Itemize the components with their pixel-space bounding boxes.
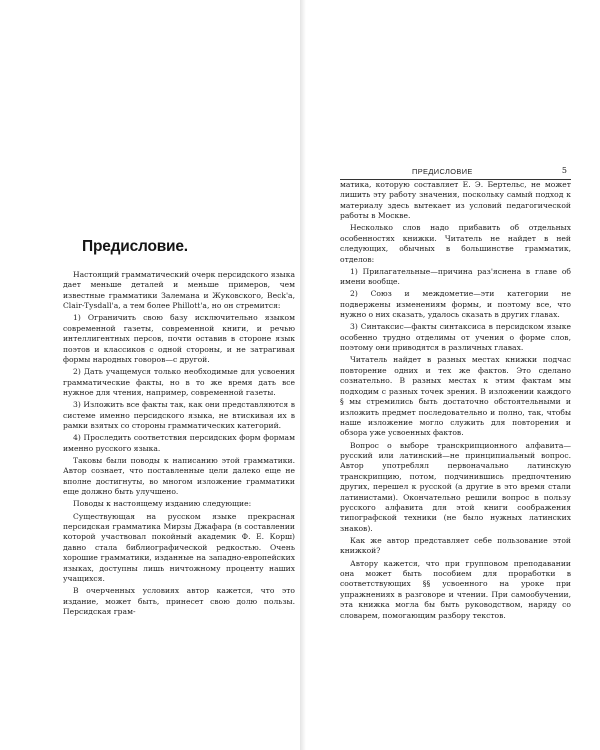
paragraph: Как же автор представляет себе пользование этой книжкой? bbox=[340, 535, 571, 556]
paragraph-continuation: матика, которую составляет Е. Э. Бертельс, не может лишить эту работу значения, поскольку самый подход к материалу здесь вытекает из условий педагогической работы в Москве. bbox=[340, 180, 571, 221]
paragraph: Читатель найдет в разных местах книжки подчас повторение одних и тех же фактов. Это сделано сознательно. В разных местах к этим фактам мы подходим с разных точек зрения. В изложении каждого § мы стремились быть достаточно обстоятельными и изложить предмет последовательно и полно, так, чтобы наше изложение могло служить для повторения и обзора уже усвоенных фактов. bbox=[340, 355, 571, 438]
paragraph: 2) Союз и междометие—эти категории не подвержены изменениям формы, и поэтому все, что нужно о них сказать, удалось сказать в других главах. bbox=[340, 289, 571, 320]
paragraph: Настоящий грамматический очерк персидского языка дает меньше деталей и меньше примеров, чем известные грамматики Залемана и Жуковского, Beck'а, Clair-Tysdall'а, а тем более Phillott'а, но он стремится: bbox=[63, 270, 295, 311]
page-number: 5 bbox=[561, 166, 567, 175]
paragraph: Поводы к настоящему изданию следующие: bbox=[73, 499, 252, 509]
paragraph: 4) Проследить соответствия персидских форм формам именно русского языка. bbox=[63, 433, 295, 453]
running-title: ПРЕДИСЛОВИЕ bbox=[412, 167, 473, 176]
paragraph: 1) Ограничить свою базу исключительно языком современной газеты, современной книги, и речью интеллигентных персов, почти оставив в стороне язык поэтов и классиков с одной стороны, и не затрагивая формы народных говоров—с другой. bbox=[63, 313, 295, 365]
paragraph: 3) Синтаксис—факты синтаксиса в персидском языке особенно трудно отделимы от учения о форме слов, поэтому они приводятся в различных главах. bbox=[340, 322, 571, 353]
paragraph: Существующая на русском языке прекрасная персидская грамматика Мирзы Джафара (в составлении которой участвовал покойный академик Ф. Е. Корш) давно стала библиографической редкостью. Очень хорошие грамматики, изданные на западно-европейских языках, доступны лишь ничтожному проценту наших учащихся. bbox=[63, 511, 295, 583]
paragraph: В очерченных условиях автор кажется, что это издание, может быть, принесет свою долю пользы. Персидская грам- bbox=[63, 586, 295, 616]
running-head bbox=[340, 165, 571, 180]
paragraph: Несколько слов надо прибавить об отдельных особенностях книжки. Читатель не найдет в ней следующих, обычных в большинстве грамматик, отделов: bbox=[340, 223, 571, 264]
paragraph: Таковы были поводы к написанию этой грамматики. Автор сознает, что поставленные цели далеко еще не вполне достигнуты, во многом изложение грамматики еще должно быть улучшено. bbox=[63, 455, 295, 497]
right-page-body bbox=[340, 180, 571, 623]
preface-heading: Предисловие. bbox=[82, 238, 188, 255]
paragraph: Автору кажется, что при групповом преподавании она может быть пособием для проработки в соответствующих §§ усвоенного на уроке при упражнениях в разговоре и чтении. При самообучении, эта книжка могла бы быть руководством, наряду со словарем, помогающим разбору текстов. bbox=[340, 558, 571, 620]
paragraph: 2) Дать учащемуся только необходимые для усвоения грамматические факты, но в то же время дать все нужное для чтения, например, современной газеты. bbox=[63, 367, 295, 398]
paragraph: Вопрос о выборе транскрипционного алфавита—русский или латинский—не принципиальный вопрос. Автор употреблял первоначально латинскую транскрипцию, потом, подчинившись предпочтению других, перешел к русской (а другие в это время стали латинистами). Окончательно решили вопрос в пользу русского алфавита для этой книги соображения типографской техники (не было нужных латинских знаков). bbox=[340, 440, 571, 533]
paragraph: 1) Прилагательные—причина раз'яснена в главе об имени вообще. bbox=[340, 266, 571, 287]
right-page bbox=[300, 0, 600, 750]
left-page bbox=[8, 0, 300, 750]
paragraph: 3) Изложить все факты так, как они представляются в системе именно персидского языка, не втискивая их в рамки взятых со стороны грамматических категорий. bbox=[63, 400, 295, 431]
left-page-body bbox=[63, 270, 295, 619]
